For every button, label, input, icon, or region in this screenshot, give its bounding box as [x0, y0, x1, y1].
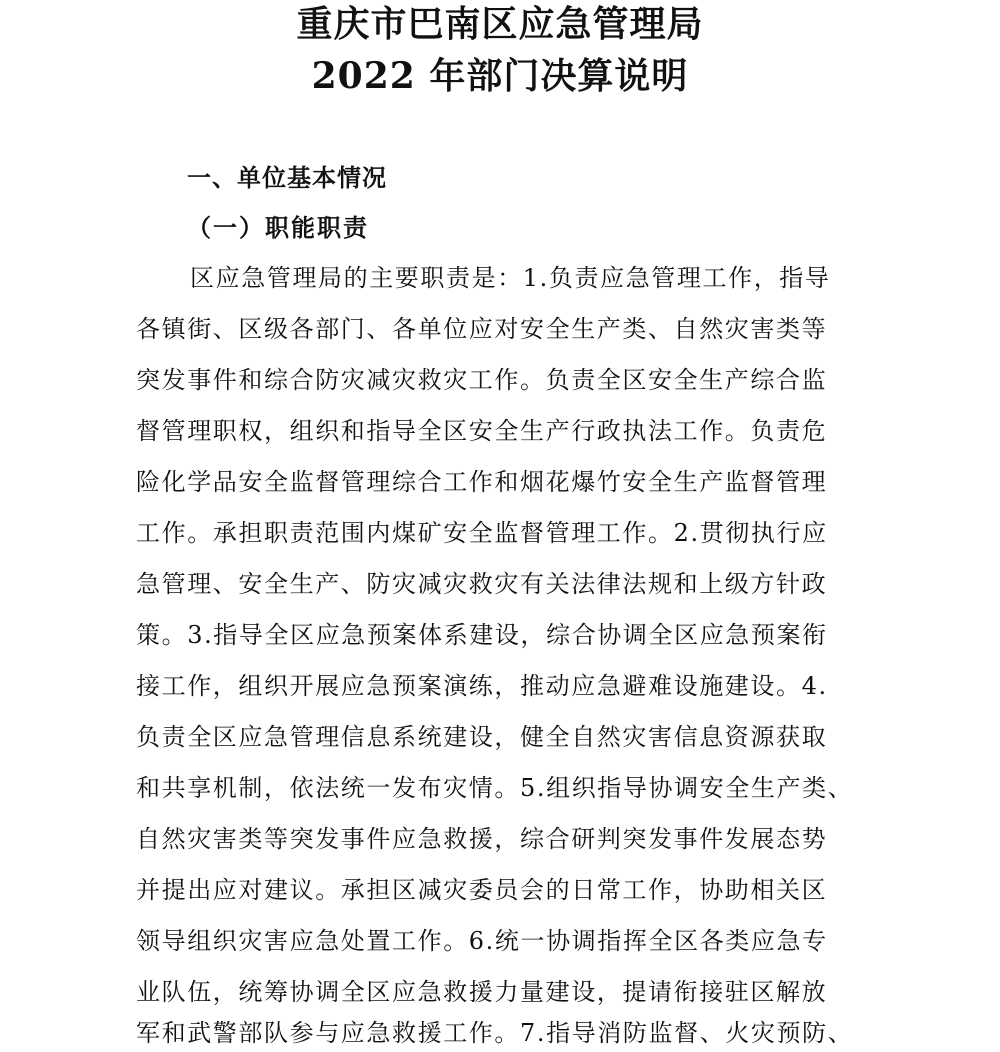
paragraph-line: 接工作，组织开展应急预案演练，推动应急避难设施建设。4.: [136, 672, 828, 700]
document-title-line-2: 2022 年部门决算说明: [311, 55, 689, 97]
paragraph-line: 督管理职权，组织和指导全区安全生产行政执法工作。负责危: [136, 417, 828, 445]
document-title-line-1: 重庆市巴南区应急管理局: [296, 3, 704, 45]
subsection-heading: （一）职能职责: [187, 213, 369, 242]
paragraph-line: 突发事件和综合防灾减灾救灾工作。负责全区安全生产综合监: [136, 366, 828, 394]
paragraph-line: 负责全区应急管理信息系统建设，健全自然灾害信息资源获取: [136, 723, 828, 751]
paragraph-line: 和共享机制，依法统一发布灾情。5.组织指导协调安全生产类、: [136, 774, 854, 802]
paragraph-line: 领导组织灾害应急处置工作。6.统一协调指挥全区各类应急专: [136, 927, 828, 955]
paragraph-line: 工作。承担职责范围内煤矿安全监督管理工作。2.贯彻执行应: [136, 519, 828, 547]
paragraph-line: 各镇街、区级各部门、各单位应对安全生产类、自然灾害类等: [136, 315, 828, 343]
paragraph-line: 急管理、安全生产、防灾减灾救灾有关法律法规和上级方针政: [136, 570, 828, 598]
paragraph-line: 险化学品安全监督管理综合工作和烟花爆竹安全生产监督管理: [136, 468, 828, 496]
paragraph-line: 业队伍，统筹协调全区应急救援力量建设，提请衔接驻区解放: [136, 978, 828, 1006]
paragraph-line: 区应急管理局的主要职责是：1.负责应急管理工作，指导: [190, 264, 831, 292]
paragraph-line: 并提出应对建议。承担区减灾委员会的日常工作，协助相关区: [136, 876, 828, 904]
paragraph-line: 军和武警部队参与应急救援工作。7.指导消防监督、火灾预防、: [136, 1019, 854, 1047]
section-heading: 一、单位基本情况: [187, 164, 387, 192]
paragraph-line: 自然灾害类等突发事件应急救援，综合研判突发事件发展态势: [136, 825, 828, 853]
paragraph-line: 策。3.指导全区应急预案体系建设，综合协调全区应急预案衔: [136, 621, 828, 649]
